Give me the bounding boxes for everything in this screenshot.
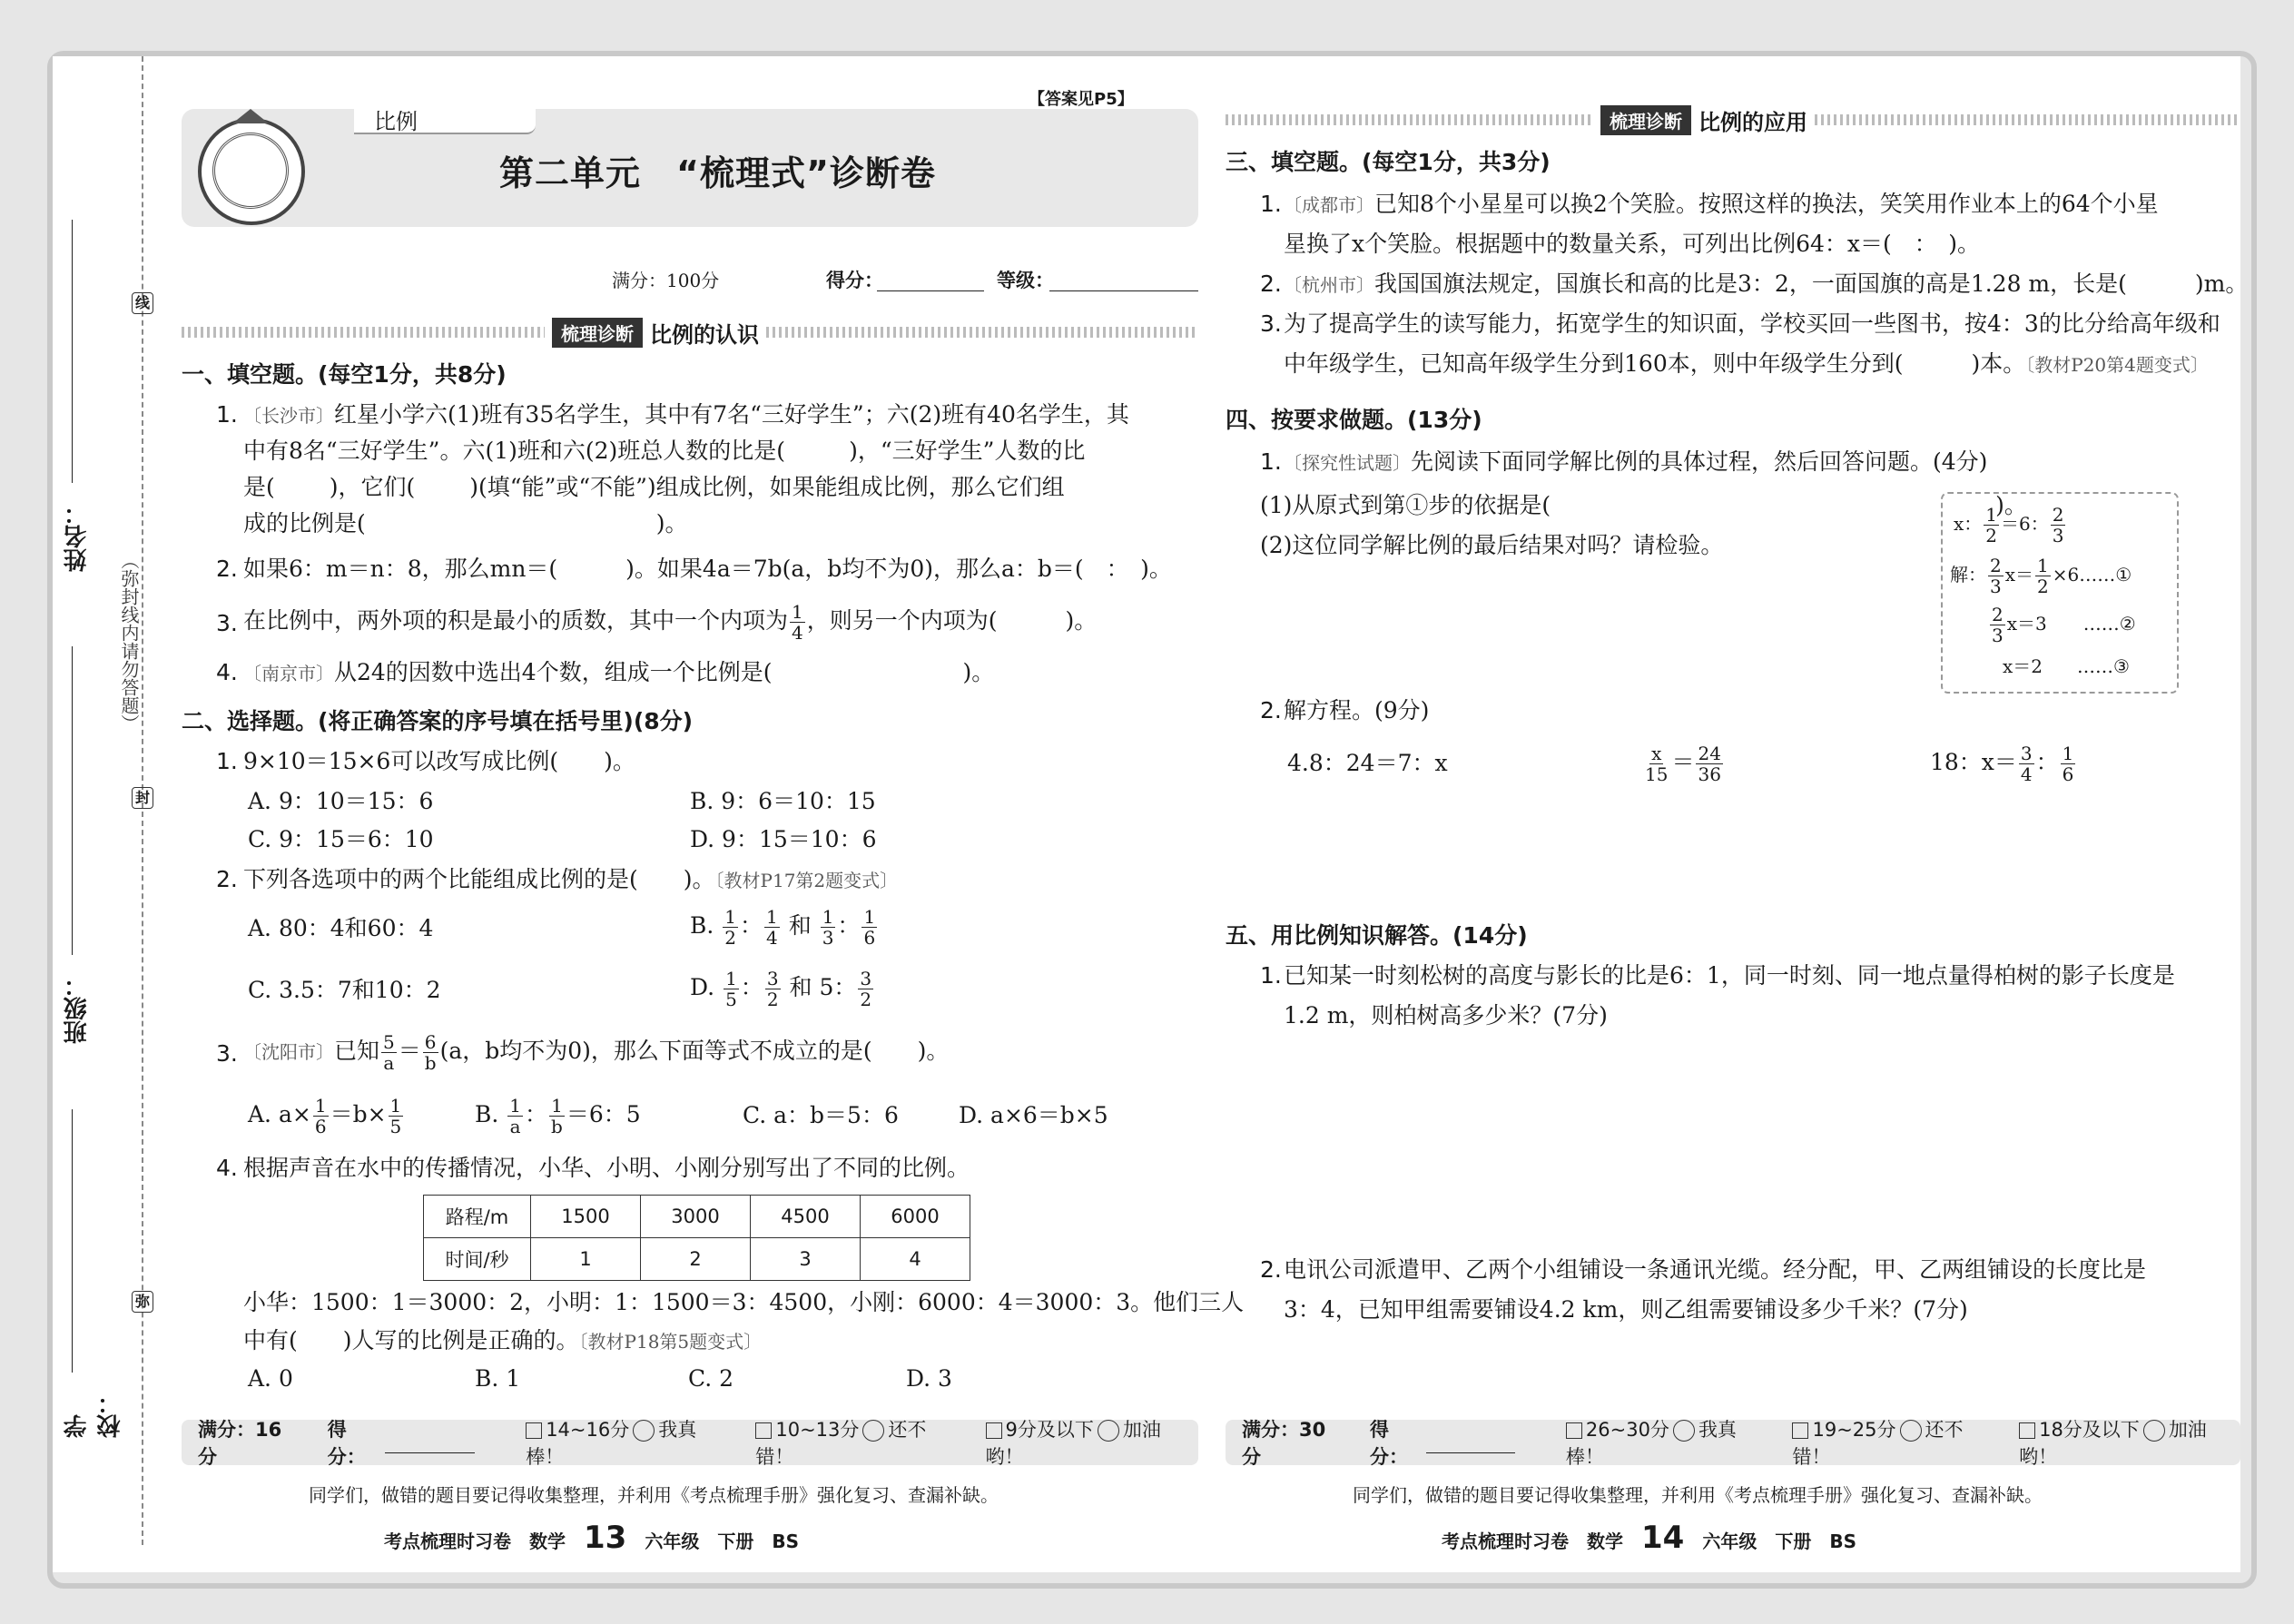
fill-2: 〔杭州市〕我国国旗法规定，国旗长和高的比是3：2，一面国旗的高是1.28 m，长是( )m。	[1284, 271, 2249, 297]
answer-area-1[interactable]	[1260, 1037, 2240, 1245]
score-bar-right: 满分：30分 得分： 26~30分 我真棒！ 19~25分 还不错！ 18分及以下 加油哟！	[1226, 1420, 2240, 1465]
name-field[interactable]	[72, 220, 73, 483]
grade-field[interactable]	[1049, 290, 1198, 291]
solution-box: x： $\frac{1}{2}$ ＝6： $\frac{2}{3}$ 解： $\frac{2}{3}$ x＝ $\frac{1}{2}$ ×6……① $\frac{2}{3}$ x＝3 ……② x＝2 ……③	[1941, 492, 2179, 694]
page-number-left: 13	[584, 1520, 627, 1556]
seal-mark-mi: 弥	[132, 1291, 153, 1313]
page-title: 第二单元 “梳理式”诊断卷	[499, 153, 936, 193]
problem-1: 已知某一时刻松树的高度与影长的比是6：1，同一时刻、同一地点量得柏树的影子长度是	[1284, 962, 2175, 989]
rating-option[interactable]: 26~30分 我真棒！	[1565, 1419, 1737, 1468]
question-1: 〔长沙市〕红星小学六(1)班有35名学生，其中有7名“三好学生”；六(2)班有40名学生，其	[243, 401, 1129, 428]
footer-left: 考点梳理时习卷 数学 13 六年级 下册 BS	[384, 1520, 799, 1556]
choice-2-b: B. $\frac{1}{2}$ ： $\frac{1}{4}$ 和 $\frac{1}{3}$ ： $\frac{1}{6}$	[690, 906, 876, 949]
score-label: 得分：	[826, 270, 883, 291]
rating-option[interactable]: 18分及以下 加油哟！	[2019, 1419, 2207, 1468]
unit-tag: 比例	[374, 109, 418, 134]
seal-mark-seal: 封	[132, 787, 153, 809]
brand-logo	[198, 118, 305, 225]
equation-3: 18：x＝ $\frac{3}{4}$ ： $\frac{1}{6}$	[1930, 743, 2074, 785]
choice-4: 根据声音在水中的传播情况，小华、小明、小刚分别写出了不同的比例。	[243, 1155, 970, 1181]
score-field-left[interactable]	[385, 1432, 476, 1453]
full-score: 满分：100分	[612, 270, 720, 291]
grade-label: 等级：	[997, 270, 1054, 291]
tip-right: 同学们，做错的题目要记得收集整理，并利用《考点梳理手册》强化复习、查漏补缺。	[1353, 1484, 2043, 1506]
page-number-right: 14	[1641, 1520, 1685, 1556]
section-title: 比例的应用	[1698, 109, 1807, 135]
school-label: 学校：	[64, 1391, 124, 1438]
school-field[interactable]	[72, 1109, 73, 1373]
choice-3: 〔沈阳市〕已知 $\frac{5}{a}$ ＝ $\frac{6}{b}$ (a，b均不为0)，那么下面等式不成立的是( )。	[243, 1031, 950, 1074]
equation-2: $\frac{x}{15}$ ＝ $\frac{24}{36}$	[1645, 743, 1721, 785]
section-header-left	[182, 320, 1198, 348]
answer-area-2[interactable]	[1260, 1331, 2240, 1412]
seal-note: （弥封线内请勿答题）	[118, 551, 140, 733]
problem-2: 电讯公司派遣甲、乙两个小组铺设一条通讯光缆。经分配，甲、乙两组铺设的长度比是	[1284, 1256, 2147, 1283]
choice-3-a: A. a× $\frac{1}{6}$ ＝b× $\frac{1}{5}$	[248, 1095, 402, 1137]
choice-2: 下列各选项中的两个比能组成比例的是( )。〔教材P17第2题变式〕	[243, 866, 899, 892]
score-field[interactable]	[877, 290, 984, 291]
class-label: 班级：	[64, 973, 91, 1044]
section-title: 比例的认识	[650, 321, 759, 348]
part5-title: 五、用比例知识解答。(14分)	[1226, 922, 1528, 949]
rating-option[interactable]: 14~16分 我真棒！	[526, 1419, 697, 1468]
score-bar-left: 满分：16分 得分： 14~16分 我真棒！ 10~13分 还不错！ 9分及以下 加油哟！	[182, 1420, 1198, 1465]
part4-title: 四、按要求做题。(13分)	[1226, 407, 1482, 433]
speed-table: 路程/m 1500 3000 4500 6000 时间/秒 1 2 3 4	[423, 1195, 970, 1281]
tip-left: 同学们，做错的题目要记得收集整理，并利用《考点梳理手册》强化复习、查漏补缺。	[309, 1484, 999, 1506]
part1-title: 一、填空题。(每空1分，共8分)	[182, 361, 507, 388]
footer-right: 考点梳理时习卷 数学 14 六年级 下册 BS	[1442, 1520, 1856, 1556]
section-header-right	[1226, 107, 2240, 133]
question-2: 如果6：m＝n：8，那么mn＝( )。如果4a＝7b(a，b均不为0)，那么a：b＝( ： )。	[243, 556, 1172, 582]
section-badge: 梳理诊断	[552, 318, 643, 348]
choice-1: 9×10＝15×6可以改写成比例( )。	[243, 748, 635, 774]
part3-title: 三、填空题。(每空1分，共3分)	[1226, 149, 1551, 175]
choice-2-d: D. $\frac{1}{5}$ ： $\frac{3}{2}$ 和 5： $\frac{3}{2}$	[690, 968, 872, 1010]
task-1: 〔探究性试题〕先阅读下面同学解比例的具体过程，然后回答问题。(4分)	[1284, 448, 1988, 475]
title-banner	[182, 109, 1198, 227]
seal-mark-line: 线	[132, 292, 153, 314]
exam-sheet: 线 封 弥 （弥封线内请勿答题） 姓名： 班级： 学校： 【答案见P5】 比例 第二单元 “梳理式”诊断卷 满分：100分 得分： 等级： 梳理诊断 比例的认识 一、填空题。(每空1分，共8分) 1. 〔长沙市〕红星小学六(1)班有35名学生，其中有7名“三好学生”；六(2)班有40名学生，其 中有8名“三好学生”。六(1)班和六(2)班总人数的比是( )，“三好学生”人数的比 是( )，它们( )(填“能”或“不能”)组成比例，如果能组成比例，那么它们组 成的比例是( )。 2. 如果6：m＝n：8，那么mn＝( )。如果4a＝7b(a，b均不为0)，那么a：b＝( ： )。 3. 在比例中，两外项的积是最小的质数，其中一个内项为 $\frac{1}{4}$ ，则另一个内项为( )。 4. 〔南京市〕从24的因数中选出4个数，组成一个比例是( )。 二、选择题。(将正确答案的序号填在括号里)(8分) 1. 9×10＝15×6可以改写成比例( )。 A. 9：10＝15：6 B. 9：6＝10：15 C. 9：15＝6：10 D. 9：15＝10：6 2. 下列各选项中的两个比能组成比例的是( )。〔教材P17第2题变式〕 A. 80：4和60：4 B. $\frac{1}{2}$ ： $\frac{1}{4}$ 和 $\frac{1}{3}$ ： $\frac{1}{6}$ C. 3.5：7和10：2 D. $\frac{1}{5}$ ： $\frac{3}{2}$ 和 5： $\frac{3}{2}$ 3. 〔沈阳市〕已知 $\frac{5}{a}$ ＝ $\frac{6}{b}$ (a，b均不为0)，那么下面等式不成立的是( )。 A. a× $\frac{1}{6}$ ＝b× $\frac{1}{5}$ B. $\frac{1}{a}$ ： $\frac{1}{b}$ ＝6：5 C. a：b＝5：6 D. a×6＝b×5 4. 根据声音在水中的传播情况，小华、小明、小刚分别写出了不同的比例。 路程/m 1500 3000 4500 6000 时间/秒 1 2 3 4 小华：1500：1＝3000：2，小明：1：1500＝3：4500，小刚：6000：4＝3000：3。他们三人 中有( )人写的比例是正确的。〔教材P18第5题变式〕 A. 0 B. 1 C. 2 D. 3 满分：16分 得分： 14~16分 我真棒！ 10~13分 还不错！ 9分及以下 加油哟！ 同学们，做错的题目要记得收集整理，并利用《考点梳理手册》强化复习、查漏补缺。 考点梳理时习卷 数学 13 六年级 下册 BS 梳理诊断 比例的应用 三、填空题。(每空1分，共3分) 1. 〔成都市〕已知8个小星星可以换2个笑脸。按照这样的换法，笑笑用作业本上的64个小星 星换了x个笑脸。根据题中的数量关系，可列出比例64：x＝( ： )。 2. 〔杭州市〕我国国旗法规定，国旗长和高的比是3：2，一面国旗的高是1.28 m，长是( )m。 3. 为了提高学生的读写能力，拓宽学生的知识面，学校买回一些图书，按4：3的比分给高年级和 中年级学生，已知高年级学生分到160本，则中年级学生分到( )本。〔教材P20第4题变式〕 四、按要求做题。(13分) 1. 〔探究性试题〕先阅读下面同学解比例的具体过程，然后回答问题。(4分) (1)从原式到第①步的依据是( )。 (2)这位同学解比例的最后结果对吗？请检验。 x： $\frac{1}{2}$ ＝6： $\frac{2}{3}$ 解： $\frac{2}{3}$ x＝ $\frac{1}{2}$ ×6……① $\frac{2}{3}$ x＝3 ……② x＝2 ……③ 2. 解方程。(9分) 4.8：24＝7：x $\frac{x}{15}$ ＝ $\frac{24}{36}$ 18：x＝ $\frac{3}{4}$ ： $\frac{1}{6}$ 五、用比例知识解答。(14分) 1. 已知某一时刻松树的高度与影长的比是6：1，同一时刻、同一地点量得柏树的影子长度是 1.2 m，则柏树高多少米？(7分) 2. 电讯公司派遣甲、乙两个小组铺设一条通讯光缆。经分配，甲、乙两组铺设的长度比是 3：4，已知甲组需要铺设4.2 km，则乙组需要铺设多少千米？(7分) 满分：30分 得分： 26~30分 我真棒！ 19~25分 还不错！ 18分及以下 加油哟！ 同学们，做错的题目要记得收集整理，并利用《考点梳理手册》强化复习、查漏补缺。 考点梳理时习卷 数学 14 六年级 下册 BS	[53, 56, 2240, 1572]
rating-option[interactable]: 10~13分 还不错！	[755, 1419, 927, 1468]
section-badge: 梳理诊断	[1600, 105, 1691, 135]
rating-option[interactable]: 19~25分 还不错！	[1792, 1419, 1964, 1468]
rating-option[interactable]: 9分及以下 加油哟！	[985, 1419, 1161, 1468]
class-field[interactable]	[72, 646, 73, 955]
part2-title: 二、选择题。(将正确答案的序号填在括号里)(8分)	[182, 708, 694, 734]
equation-1: 4.8：24＝7：x	[1287, 750, 1448, 776]
score-field-right[interactable]	[1426, 1432, 1515, 1453]
question-4: 〔南京市〕从24的因数中选出4个数，组成一个比例是( )。	[243, 659, 995, 685]
choice-3-b: B. $\frac{1}{a}$ ： $\frac{1}{b}$ ＝6：5	[475, 1095, 641, 1137]
name-label: 姓名：	[64, 501, 91, 572]
answer-ref: 【答案见P5】	[1029, 90, 1134, 109]
question-3: 在比例中，两外项的积是最小的质数，其中一个内项为 $\frac{1}{4}$ ，则另一个内项为( )。	[243, 601, 1098, 644]
task-2: 解方程。(9分)	[1284, 697, 1430, 723]
fill-1: 〔成都市〕已知8个小星星可以换2个笑脸。按照这样的换法，笑笑用作业本上的64个小星	[1284, 191, 2159, 217]
fill-3: 为了提高学生的读写能力，拓宽学生的知识面，学校买回一些图书，按4：3的比分给高年级和	[1284, 310, 2220, 337]
